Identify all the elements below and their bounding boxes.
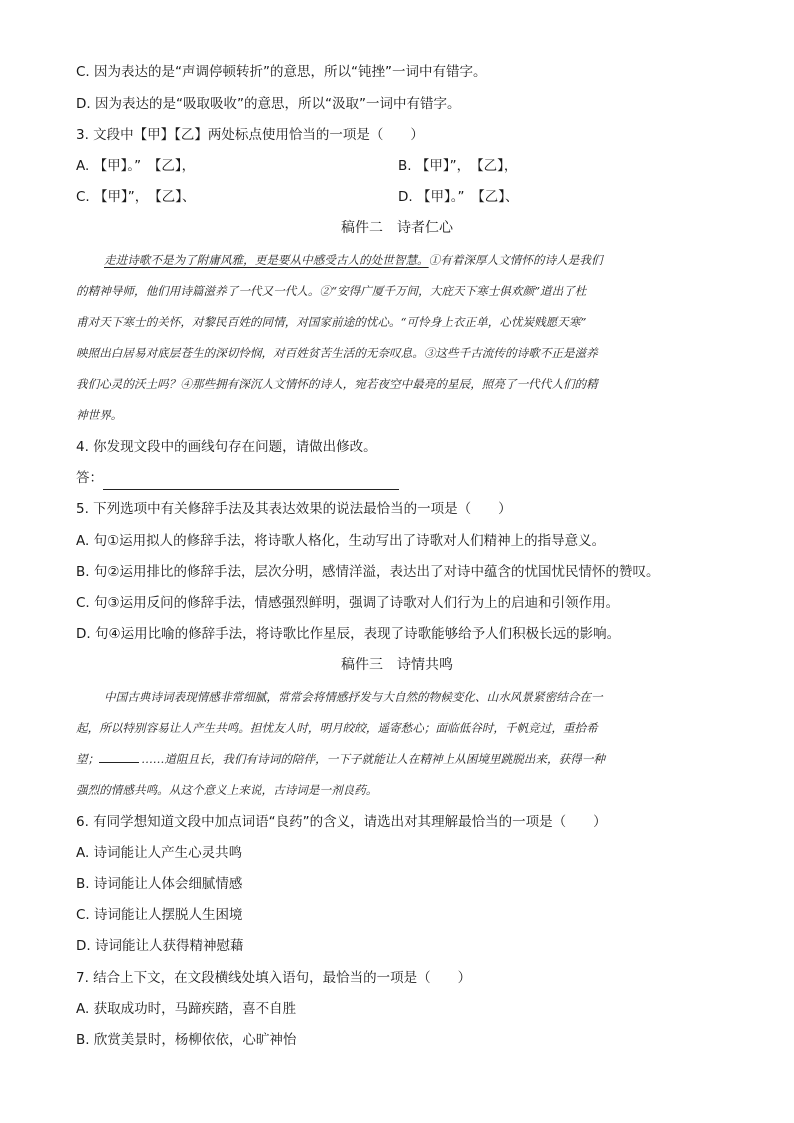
q5-option-d[interactable]: D. 句④运用比喻的修辞手法，将诗歌比作星辰，表现了诗歌能够给予人们积极长远的影响。 (76, 626, 621, 642)
draft3-line-2: 起，所以特别容易让人产生共鸣。担忧友人时，明月皎皎，遥寄愁心；面临低谷时，千帆竞过，重拾希 (76, 721, 598, 735)
q4-answer-label: 答： (76, 470, 103, 486)
q2-option-c[interactable]: C. 因为表达的是“声调停顿转折”的意思，所以“钝挫”一词中有错字。 (76, 64, 487, 80)
q3-option-b[interactable]: B. 【甲】”， 【乙】， (398, 158, 518, 174)
q3-option-c[interactable]: C. 【甲】”， 【乙】、 (76, 189, 196, 205)
q2-option-d[interactable]: D. 因为表达的是“吸取吸收”的意思，所以“汲取”一词中有错字。 (76, 96, 461, 112)
q3-option-a[interactable]: A. 【甲】。” 【乙】， (76, 158, 196, 174)
underlined-sentence: 走进诗歌不是为了附庸风雅，更是要从中感受古人的处世智慧。 (104, 253, 429, 267)
draft3-line-3-rest: ……道阻且长，我们有诗词的陪伴，一下子就能让人在精神上从困境里跳脱出来，获得一种 (141, 752, 605, 766)
q4-stem: 4. 你发现文段中的画线句存在问题，请做出修改。 (76, 439, 377, 455)
draft3-line-4: 强烈的情感共鸣。从这个意义上来说，古诗词是一剂良药。 (76, 783, 378, 797)
draft2-line-4: 映照出白居易对底层苍生的深切怜悯，对百姓贫苦生活的无奈叹息。③这些千古流传的诗歌不正是滋养 (76, 346, 598, 360)
q7-stem: 7. 结合上下文，在文段横线处填入语句，最恰当的一项是（ ） (76, 970, 472, 986)
draft2-title: 稿件二 诗者仁心 (341, 220, 453, 236)
draft2-line-1-rest: ①有着深厚人文情怀的诗人是我们 (428, 253, 603, 267)
q7-option-b[interactable]: B. 欣赏美景时，杨柳依依，心旷神怡 (76, 1032, 297, 1048)
q4-answer-line[interactable] (103, 489, 399, 490)
draft3-line-3-prefix: 望； (76, 752, 100, 766)
draft2-line-1 (104, 250, 603, 270)
q6-option-a[interactable]: A. 诗词能让人产生心灵共鸣 (76, 845, 243, 861)
q3-stem: 3. 文段中【甲】【乙】两处标点使用恰当的一项是（ ） (76, 127, 424, 143)
draft2-line-3: 甫对天下寒士的关怀，对黎民百姓的同情，对国家前途的忧心。“可怜身上衣正单，心忧炭贱愿天寒” (76, 315, 587, 329)
draft2-line-2: 的精神导师，他们用诗篇滋养了一代又一代人。②“安得广厦千万间，大庇天下寒士俱欢颜”道出了杜 (76, 284, 587, 298)
q7-option-a[interactable]: A. 获取成功时，马蹄疾踏，喜不自胜 (76, 1001, 297, 1017)
q5-option-b[interactable]: B. 句②运用排比的修辞手法，层次分明，感情洋溢，表达出了对诗中蕴含的忧国忧民情怀的赞叹。 (76, 564, 660, 580)
q6-option-b[interactable]: B. 诗词能让人体会细腻情感 (76, 876, 243, 892)
q3-option-d[interactable]: D. 【甲】。” 【乙】、 (398, 189, 519, 205)
fill-in-blank[interactable] (99, 750, 139, 763)
q5-option-a[interactable]: A. 句①运用拟人的修辞手法，将诗歌人格化，生动写出了诗歌对人们精神上的指导意义。 (76, 533, 606, 549)
draft2-line-5: 我们心灵的沃土吗？④那些拥有深沉人文情怀的诗人，宛若夜空中最亮的星辰，照亮了一代代人们的精 (76, 377, 598, 391)
draft3-line-3 (76, 749, 605, 769)
q5-stem: 5. 下列选项中有关修辞手法及其表达效果的说法最恰当的一项是（ ） (76, 501, 512, 517)
q5-option-c[interactable]: C. 句③运用反问的修辞手法，情感强烈鲜明，强调了诗歌对人们行为上的启迪和引领作用。 (76, 595, 620, 611)
q6-stem: 6. 有同学想知道文段中加点词语“良药”的含义，请选出对其理解最恰当的一项是（ ） (76, 814, 607, 830)
q6-option-c[interactable]: C. 诗词能让人摆脱人生困境 (76, 907, 243, 923)
draft3-title: 稿件三 诗情共鸣 (341, 657, 453, 673)
draft2-line-6: 神世界。 (76, 408, 123, 422)
draft3-line-1: 中国古典诗词表现情感非常细腻，常常会将情感抒发与大自然的物候变化、山水风景紧密结合在一 (104, 690, 603, 704)
q6-option-d[interactable]: D. 诗词能让人获得精神慰藉 (76, 938, 244, 954)
